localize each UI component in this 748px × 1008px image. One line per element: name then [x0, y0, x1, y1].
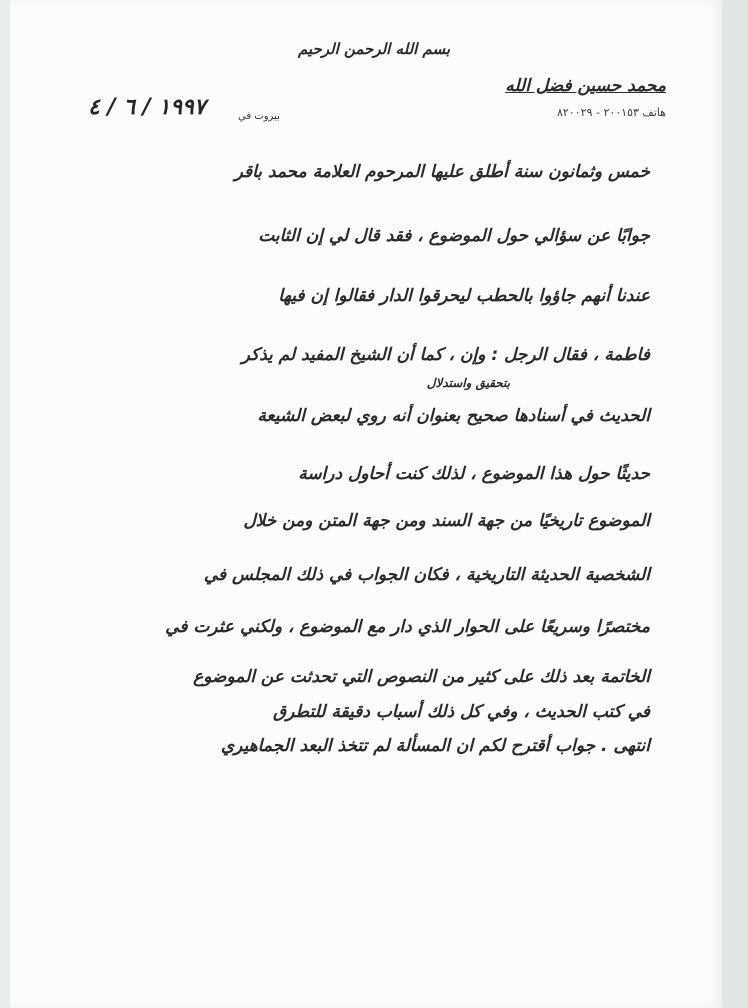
date-value: ١٩٩٧ / ٦ / ٤ [88, 95, 206, 120]
text-line: جوابًا عن سؤالي حول الموضوع ، فقد قال لي إن الثابت [258, 226, 650, 246]
interlinear-note: بتحقيق واستدلال [426, 376, 510, 390]
text-line: فاطمة ، فقال الرجل : وإن ، كما أن الشيخ المفيد لم يذكر [241, 345, 650, 365]
text-line: الشخصية الحديثة التاريخية ، فكان الجواب في ذلك المجلس في [203, 565, 650, 585]
basmala: بسم الله الرحمن الرحيم [297, 40, 451, 58]
text-line: الموضوع تاريخيًا من جهة السند ومن جهة المتن ومن خلال [243, 511, 650, 531]
text-line: مختصرًا وسريعًا على الحوار الذي دار مع الموضوع ، ولكني عثرت في [165, 617, 650, 637]
text-line: الخاتمة بعد ذلك على كثير من النصوص التي تحدثت عن الموضوع [193, 667, 650, 687]
letter-page [10, 0, 722, 1008]
page-shadow-edge [722, 0, 748, 1008]
text-line: عندنا أنهم جاؤوا بالحطب ليحرقوا الدار فقالوا إن فيها [278, 286, 650, 306]
date-label: بيروت في [238, 111, 280, 122]
letterhead-phone: هاتف ٢٠٠١٥٣ - ٨٢٠٠٢٩ [557, 106, 666, 119]
text-line: خمس وثمانون سنة أطلق عليها المرحوم العلامة محمد باقر [234, 162, 650, 182]
date-row [88, 95, 288, 125]
text-line: الحديث في أسنادها صحيح بعنوان أنه روي لبعض الشيعة [257, 406, 650, 426]
letterhead-name: محمد حسين فضل الله [505, 76, 666, 96]
text-line: في كتب الحديث ، وفي كل ذلك أسباب دقيقة للتطرق [272, 702, 650, 722]
text-line: حديثًا حول هذا الموضوع ، لذلك كنت أحاول دراسة [298, 464, 650, 484]
text-line: انتهى . جواب أقترح لكم ان المسألة لم تتخذ البعد الجماهيري [220, 736, 650, 756]
